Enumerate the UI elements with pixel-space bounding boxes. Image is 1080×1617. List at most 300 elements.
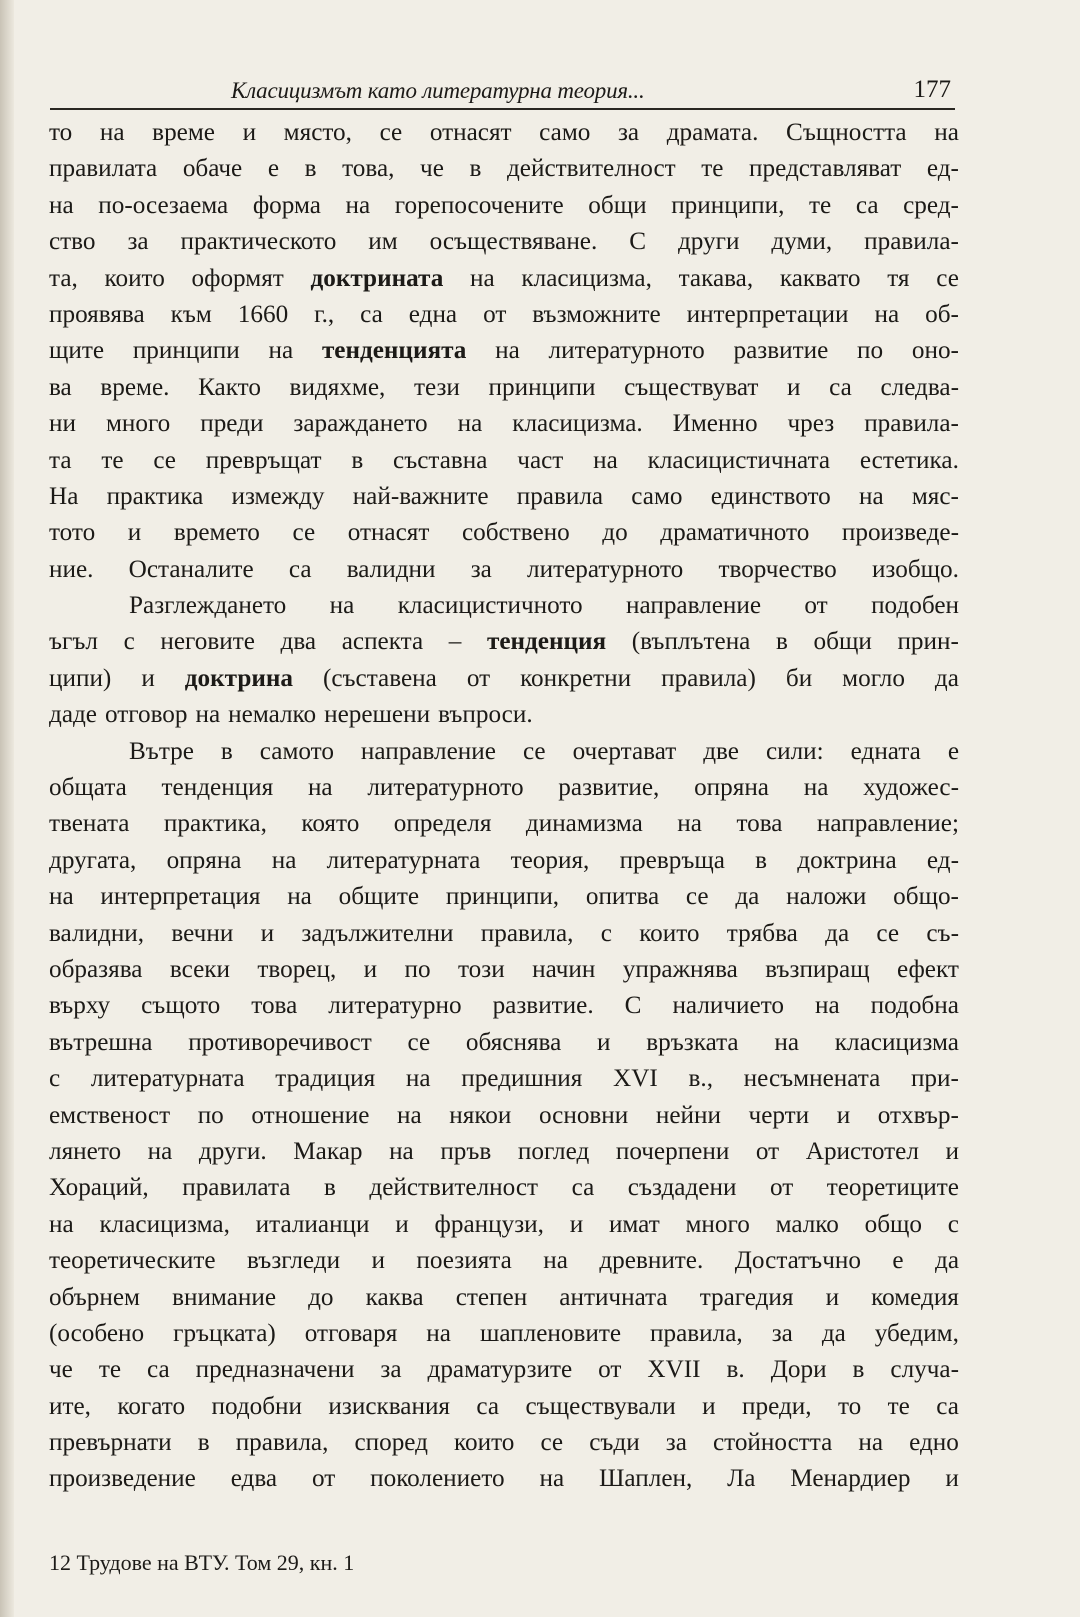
text-line <box>49 697 959 733</box>
word: почерпени <box>615 1137 730 1165</box>
word: време. <box>100 373 170 401</box>
word: в. <box>726 1356 745 1384</box>
word: Останалите <box>128 555 254 583</box>
word: по <box>197 1101 224 1129</box>
word: направление <box>360 737 496 765</box>
word: произведе- <box>841 519 959 547</box>
word: ва <box>49 373 72 401</box>
word: аспекта <box>341 628 424 656</box>
word: са <box>936 1392 959 1420</box>
word: XVII <box>647 1356 701 1384</box>
word: литературното <box>527 555 684 583</box>
word: единството <box>710 482 831 510</box>
word: превръщат <box>205 446 322 474</box>
word: съ- <box>926 919 959 947</box>
word: правила- <box>864 410 959 438</box>
word: върху <box>49 992 111 1020</box>
word: прин- <box>897 628 959 656</box>
word: ство <box>49 228 96 256</box>
word: немалко <box>228 701 317 729</box>
word: на <box>858 482 884 510</box>
word: от <box>769 1174 794 1202</box>
word: са <box>571 1174 595 1202</box>
word: само <box>631 482 683 510</box>
word: да <box>735 883 760 911</box>
word: г., <box>314 300 335 328</box>
word: естетика. <box>859 446 959 474</box>
word: теоретиците <box>826 1174 959 1202</box>
word: следва- <box>880 373 959 401</box>
text-line <box>49 1461 959 1497</box>
word: тенденция <box>161 774 274 802</box>
word: на <box>195 701 221 729</box>
word: На <box>49 482 79 510</box>
word: литературното <box>367 774 524 802</box>
word: някои <box>449 1101 512 1129</box>
word: лянето <box>49 1137 122 1165</box>
word: на <box>287 883 312 911</box>
word: обаче <box>182 155 243 183</box>
word: принципи <box>132 337 240 365</box>
word: на <box>457 410 483 438</box>
word: се <box>522 737 546 765</box>
word: място, <box>283 119 352 146</box>
word: класицизма. <box>512 410 643 438</box>
word: по-осезаема <box>98 191 229 219</box>
word: класицистичното <box>397 592 583 620</box>
word: на <box>147 1137 173 1165</box>
word: чрез <box>787 410 835 438</box>
word: възможните <box>532 300 661 328</box>
word: с <box>49 1065 61 1093</box>
word: Хораций, <box>49 1174 149 1202</box>
word: други. <box>198 1137 267 1165</box>
word: Разглеждането <box>129 592 287 620</box>
word: връзката <box>646 1028 739 1056</box>
text-line <box>49 552 959 588</box>
word: тези <box>413 373 460 401</box>
word: това <box>251 992 298 1020</box>
word: тя <box>887 264 910 292</box>
word: черти <box>748 1101 810 1129</box>
word: според <box>354 1429 428 1457</box>
word: щите <box>49 337 105 365</box>
word: Макар <box>293 1137 363 1165</box>
word: опитва <box>585 883 660 911</box>
word: които <box>454 1429 515 1457</box>
word: принципи, <box>445 883 560 911</box>
word: се <box>407 1028 431 1056</box>
word: поглед <box>517 1137 590 1165</box>
word: на <box>934 119 959 146</box>
word: оформят <box>191 264 284 292</box>
footer-signature: 12 Трудове на ВТУ. Том 29, кн. 1 <box>49 1550 355 1575</box>
word: да <box>935 1247 959 1275</box>
word: динамизма <box>525 810 643 838</box>
word: и <box>945 1137 959 1165</box>
word: с <box>600 919 612 947</box>
word: (съставена <box>322 664 437 692</box>
word: е <box>267 155 280 183</box>
word: трагедия <box>699 1283 794 1311</box>
word: практика, <box>163 810 267 838</box>
word: на <box>543 1247 568 1275</box>
word: правилата <box>49 155 158 183</box>
word: се <box>936 264 959 292</box>
word: им <box>368 228 398 256</box>
text-line <box>49 1280 959 1316</box>
word: други <box>677 228 740 256</box>
word: на <box>49 1210 74 1238</box>
word: горепосочените <box>394 191 564 219</box>
word: древните. <box>599 1247 704 1275</box>
word: каквато <box>779 264 861 292</box>
word: на <box>307 774 333 802</box>
word: и <box>945 1465 959 1493</box>
word: на <box>99 119 125 146</box>
text-line <box>49 879 959 915</box>
word: твената <box>49 810 130 838</box>
word: поезията <box>416 1247 512 1275</box>
word: наличието <box>672 992 784 1020</box>
word: Същността <box>786 119 907 146</box>
word: от <box>483 300 507 328</box>
word: и <box>395 1210 409 1238</box>
word: валидни <box>346 555 436 583</box>
word: правила, <box>480 919 574 947</box>
word: са <box>476 1392 500 1420</box>
word: която <box>301 810 360 838</box>
word: степен <box>455 1283 528 1311</box>
word: на <box>814 992 840 1020</box>
word: обяснява <box>465 1028 562 1056</box>
text-line <box>49 406 959 442</box>
word: част <box>517 446 564 474</box>
word: – <box>448 628 462 656</box>
word: конкретни <box>520 664 632 692</box>
word: тенденция <box>486 628 607 656</box>
word: класицизма, <box>99 1210 230 1238</box>
word: едно <box>909 1429 959 1457</box>
word: основни <box>538 1101 629 1129</box>
word: в <box>220 737 233 765</box>
word: развитие <box>733 337 829 365</box>
word: интерпретации <box>686 300 849 328</box>
word: оно- <box>911 337 959 365</box>
word: Именно <box>672 410 758 438</box>
word: доктрина <box>797 846 897 874</box>
text-line <box>49 952 959 988</box>
text-line <box>49 1170 959 1206</box>
word: принципи, <box>671 191 785 219</box>
word: превръща <box>619 846 725 874</box>
word: на <box>470 264 495 292</box>
word: две <box>703 737 739 765</box>
word: възгледи <box>247 1247 341 1275</box>
word: в <box>755 846 768 874</box>
word: литературната <box>90 1065 245 1093</box>
word: едва <box>230 1465 278 1493</box>
word: отхвър- <box>877 1101 959 1129</box>
word: общата <box>49 774 127 802</box>
word: практическото <box>180 228 337 256</box>
word: по <box>404 955 431 983</box>
word: думи, <box>771 228 833 256</box>
word: в <box>304 155 317 183</box>
word: внимание <box>172 1283 277 1311</box>
word: нейни <box>655 1101 721 1129</box>
word: от <box>755 1137 780 1165</box>
word: определя <box>393 810 492 838</box>
word: убедим, <box>874 1319 959 1347</box>
word: имат <box>608 1210 660 1238</box>
text-line <box>49 770 959 806</box>
text-line <box>49 261 959 297</box>
word: ципи) <box>49 664 112 692</box>
text-line <box>49 115 959 151</box>
running-header <box>50 76 955 110</box>
word: и <box>127 519 142 547</box>
text-line <box>49 188 959 224</box>
word: гръцката) <box>173 1319 276 1347</box>
text-line <box>49 1207 959 1243</box>
word: много <box>685 1210 750 1238</box>
word: за <box>771 1319 793 1347</box>
text-line <box>49 1425 959 1461</box>
word: случа- <box>890 1356 959 1384</box>
word: правила- <box>864 228 959 256</box>
word: за <box>380 1356 402 1384</box>
word: доктрина <box>184 664 293 692</box>
word: обърнем <box>49 1283 140 1311</box>
word: то <box>49 119 73 146</box>
text-line <box>49 443 959 479</box>
word: отнасят <box>347 519 430 547</box>
word: Достатъчно <box>734 1247 861 1275</box>
word: са <box>146 1356 170 1384</box>
word: самото <box>259 737 334 765</box>
word: шапленовите <box>479 1319 622 1347</box>
text-line <box>49 1243 959 1279</box>
word: Вътре <box>129 737 194 765</box>
word: (особено <box>49 1319 145 1347</box>
word: об- <box>925 300 959 328</box>
word: правилата <box>182 1174 291 1202</box>
word: Както <box>198 373 261 401</box>
word: от <box>311 1465 336 1493</box>
word: би <box>785 664 813 692</box>
word: същото <box>141 992 221 1020</box>
word: подобни <box>211 1392 302 1420</box>
word: комедия <box>871 1283 959 1311</box>
word: то <box>837 1392 862 1420</box>
word: действителност <box>369 1174 539 1202</box>
word: че <box>420 155 444 183</box>
word: на <box>389 1137 414 1165</box>
word: опряна <box>166 846 242 874</box>
word: драматичното <box>660 519 810 547</box>
word: до <box>308 1283 334 1311</box>
word: драмата. <box>666 119 759 146</box>
text-line <box>49 916 959 952</box>
word: два <box>280 628 317 656</box>
word: произведение <box>49 1465 196 1493</box>
word: това <box>736 810 783 838</box>
word: превърнати <box>49 1429 172 1457</box>
word: теоретическите <box>49 1247 216 1275</box>
word: даде <box>49 701 97 729</box>
word: проявява <box>49 300 145 328</box>
word: с <box>123 628 135 656</box>
word: класицизма <box>834 1028 959 1056</box>
word: че <box>49 1356 73 1384</box>
word: XVI <box>613 1065 658 1093</box>
word: на <box>345 191 371 219</box>
word: сред- <box>903 191 959 219</box>
word: противоречивост <box>188 1028 372 1056</box>
word: ъгъл <box>49 628 98 656</box>
word: ед- <box>926 846 959 874</box>
word: когато <box>117 1392 186 1420</box>
word: на <box>858 1429 884 1457</box>
word: на <box>49 191 74 219</box>
word: и <box>371 1247 385 1275</box>
word: времето <box>173 519 260 547</box>
word: поколението <box>370 1465 505 1493</box>
word: общи <box>588 191 647 219</box>
word: зараждането <box>293 410 428 438</box>
word: на <box>397 1101 422 1129</box>
word: творец, <box>257 955 337 983</box>
word: направление <box>626 592 762 620</box>
word: литературното <box>548 337 705 365</box>
word: драматурзите <box>427 1356 573 1384</box>
word: те <box>887 1392 910 1420</box>
word: емственост <box>49 1101 171 1129</box>
word: тенденцията <box>321 337 467 365</box>
word: при- <box>910 1065 959 1093</box>
word: и <box>242 119 257 146</box>
word: само <box>539 119 591 146</box>
word: на <box>49 883 74 911</box>
word: и <box>825 1283 840 1311</box>
word: литературно <box>328 992 462 1020</box>
word: доктрината <box>310 264 444 292</box>
word: това, <box>342 155 395 183</box>
word: представляват <box>749 155 902 183</box>
text-line <box>49 297 959 333</box>
word: в <box>469 155 482 183</box>
word: направление; <box>816 810 959 838</box>
word: правила) <box>661 664 756 692</box>
word: те <box>98 1356 122 1384</box>
word: измежду <box>231 482 325 510</box>
word: съди <box>589 1429 640 1457</box>
word: на <box>495 337 520 365</box>
word: нерешени <box>324 701 431 729</box>
text-line <box>49 1389 959 1425</box>
word: преди, <box>742 1392 812 1420</box>
word: видяхме, <box>289 373 386 401</box>
word: да <box>821 1319 846 1347</box>
word: развитие, <box>558 774 660 802</box>
word: неговите <box>160 628 255 656</box>
word: за <box>470 555 492 583</box>
word: Дори <box>770 1356 827 1384</box>
word: въпроси. <box>438 701 533 729</box>
word: подобен <box>871 592 959 620</box>
word: отнасят <box>429 119 512 146</box>
word: на <box>268 337 294 365</box>
word: литературната <box>326 846 481 874</box>
word: и <box>787 373 801 401</box>
word: да <box>825 919 850 947</box>
word: те <box>101 446 124 474</box>
word: творчество <box>718 555 837 583</box>
word: създадени <box>627 1174 737 1202</box>
word: на <box>803 774 829 802</box>
text-line <box>49 624 959 660</box>
word: които <box>104 264 165 292</box>
text-line <box>49 224 959 260</box>
word: в <box>852 1356 865 1384</box>
text-line <box>49 515 959 551</box>
word: 1660 <box>237 300 289 328</box>
text-line <box>49 1134 959 1170</box>
word: на <box>271 846 297 874</box>
word: упражнява <box>622 955 738 983</box>
word: могло <box>842 664 905 692</box>
word: стойността <box>712 1429 833 1457</box>
text-line <box>49 333 959 369</box>
word: Менардиер <box>790 1465 911 1493</box>
word: собствено <box>461 519 570 547</box>
word: от <box>598 1356 622 1384</box>
word: подобна <box>870 992 959 1020</box>
word: предишния <box>461 1065 583 1093</box>
text-line <box>49 1098 959 1134</box>
word: съществували <box>525 1392 676 1420</box>
word: се <box>685 883 709 911</box>
word: мяс- <box>911 482 959 510</box>
word: начин <box>532 955 596 983</box>
word: вътрешна <box>49 1028 153 1056</box>
word: предназначени <box>195 1356 355 1384</box>
word: се <box>540 1429 564 1457</box>
word: те <box>809 191 832 219</box>
word: да <box>934 664 959 692</box>
text-line <box>49 806 959 842</box>
word: съставна <box>393 446 488 474</box>
word: италианци <box>255 1210 370 1238</box>
word: ед- <box>926 155 959 183</box>
word: и <box>141 664 155 692</box>
word: се <box>153 446 176 474</box>
word: са <box>288 555 312 583</box>
word: валидни, <box>49 919 145 947</box>
word: е <box>947 737 959 765</box>
word: такава, <box>678 264 754 292</box>
word: в <box>351 446 364 474</box>
word: и <box>363 955 378 983</box>
word: възпиращ <box>765 955 870 983</box>
word: една <box>408 300 458 328</box>
text-line <box>49 588 959 624</box>
word: по <box>857 337 884 365</box>
word: ни <box>49 410 76 438</box>
word: образява <box>49 955 143 983</box>
word: (въплътена <box>631 628 751 656</box>
